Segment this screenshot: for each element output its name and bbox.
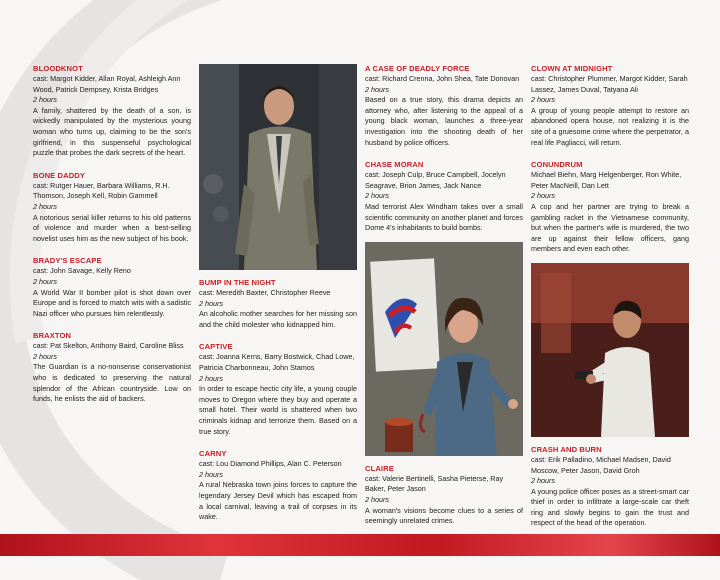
entry-a-case-of-deadly-force <box>365 64 523 148</box>
entry-cast: cast: Richard Crenna, John Shea, Tate Donovan <box>365 74 520 83</box>
entry-description: A young police officer poses as a street-smart car thief in order to infiltrate a large-scale car theft ring and slowly begins to gain the trust and respect of the head of the operation. <box>531 486 689 528</box>
entry-conundrum <box>531 160 689 255</box>
entry-duration: 2 hours <box>199 298 223 308</box>
column-4 <box>531 64 689 541</box>
photo-claire <box>365 242 523 456</box>
entry-description: Based on a true story, this drama depicts an attorney who, after listening to the appeal of a young black woman, launches a three-year investigation into the shooting death of her husband by police officers. <box>365 95 523 147</box>
entry-bone-daddy <box>33 171 191 245</box>
entry-title: CAPTIVE <box>199 342 233 352</box>
entry-captive <box>199 342 357 437</box>
entry-title: BLOODKNOT <box>33 64 83 73</box>
entry-title: BONE DADDY <box>33 170 86 180</box>
entry-duration: 2 hours <box>531 476 555 486</box>
entry-duration: 2 hours <box>365 84 389 94</box>
entry-cast: cast: Joseph Culp, Bruce Campbell, Jocelyn Seagrave, Brion James, Jack Nance <box>365 170 506 190</box>
entry-cast: cast: Valerie Bertinelli, Sasha Pieterse, Ray Baker, Peter Jason <box>365 473 504 494</box>
entry-clown-at-midnight <box>531 64 689 148</box>
entry-cast: cast: Margot Kidder, Allan Royal, Ashleigh Ann Wood, Patrick Dempsey, Krista Bridges <box>33 74 181 94</box>
entry-cast: cast: Meredith Baxter, Christopher Reeve <box>199 288 331 297</box>
entry-title: CLAIRE <box>365 463 394 473</box>
entry-cast: cast: Lou Diamond Phillips, Alan C. Peterson <box>199 459 342 469</box>
entry-duration: 2 hours <box>531 95 555 105</box>
entry-duration: 2 hours <box>531 191 555 201</box>
entry-title: A CASE OF DEADLY FORCE <box>365 64 470 73</box>
entry-description: A notorious serial killer returns to his old patterns of violence and murder when a best-selling novelist uses him as the new subject of his book. <box>33 212 191 243</box>
entry-description: A World War II bomber pilot is shot down over Europe and is forced to match wits with a sadistic Nazi officer who pursues him relentlessly. <box>33 287 191 318</box>
entry-duration: 2 hours <box>365 494 389 504</box>
entry-description: The Guardian is a no-nonsense conservationist who is dedicated to preserving the natural splendor of the African countryside. Low on funds, he enlists the aid of backers. <box>33 362 191 404</box>
column-1 <box>33 64 191 417</box>
entry-description: In order to escape hectic city life, a young couple moves to Oregon where they buy and operate a small hotel. Their world is shattered when two criminals kidnap and terrorize them. Based on a true story. <box>199 384 357 436</box>
entry-description: A group of young people attempt to restore an abandoned opera house, not realizing it is the site of a gruesome crime where the perpetrator, a real life Pagliacci, will return. <box>531 105 689 147</box>
column-2 <box>199 64 357 535</box>
entry-description: A family, shattered by the death of a son, is wickedly manipulated by the mysterious young woman who turns up, claiming to be the son's girlfriend, in this suspenseful psychological puzzle that probes the dark secrets of the heart. <box>33 105 191 158</box>
photo-crash-and-burn <box>531 263 689 437</box>
entry-crash-and-burn <box>531 445 689 529</box>
entry-duration: 2 hours <box>199 469 223 479</box>
entry-bradys-escape <box>33 256 191 319</box>
entry-bump-in-the-night <box>199 278 357 330</box>
entry-description: A rural Nebraska town joins forces to capture the legendary Jersey Devil which has escaped from a local carnival, leaving a trail of corpses in its wake. <box>199 480 357 522</box>
entry-cast: cast: Erik Palladino, Michael Madsen, David Moscow, Peter Jason, David Groh <box>531 454 671 475</box>
entry-cast: Michael Biehn, Marg Helgenberger, Ron White, Peter MacNeill, Dan Lett <box>531 170 682 190</box>
entry-description: An alcoholic mother searches for her missing son and the child molester who kidnapped him. <box>199 309 357 329</box>
entry-cast: cast: Joanna Kerns, Barry Bostwick, Chad Lowe, Patricia Charbonneau, John Stamos <box>199 352 355 372</box>
entry-title: BRAXTON <box>33 331 72 341</box>
entry-duration: 2 hours <box>199 373 223 383</box>
entry-cast: cast: Pat Skelton, Anthony Baird, Caroline Bliss <box>33 341 184 351</box>
column-3 <box>365 64 523 539</box>
entry-title: BUMP IN THE NIGHT <box>199 278 276 287</box>
entry-duration: 2 hours <box>33 201 57 211</box>
entry-title: BRADY'S ESCAPE <box>33 256 102 266</box>
entry-braxton <box>33 331 191 405</box>
entry-cast: cast: Christopher Plummer, Margot Kidder, Sarah Lassez, James Duval, Tatyana Ali <box>531 74 688 94</box>
entry-description: A cop and her partner are trying to break a gambling racket in the Vietnamese community, but when the partner's wife is murdered, the two are up against their fellow officers, gang members and even each other. <box>531 201 689 254</box>
entry-title: CONUNDRUM <box>531 160 583 170</box>
entry-title: CARNY <box>199 449 227 459</box>
entry-description: A woman's visions become clues to a series of seemingly unrelated crimes. <box>365 505 523 526</box>
entry-bloodknot <box>33 64 191 159</box>
entry-description: Mad terrorist Alex Windham takes over a small scientific community on another planet and forces Dome 4's inhabitants to build bombs. <box>365 201 523 233</box>
photo-bump-in-the-night <box>199 64 357 270</box>
entry-carny <box>199 449 357 523</box>
entry-duration: 2 hours <box>33 95 57 105</box>
entry-title: CHASE MORAN <box>365 160 424 170</box>
entry-duration: 2 hours <box>33 351 57 361</box>
entry-title: CRASH AND BURN <box>531 444 602 454</box>
entry-duration: 2 hours <box>365 191 389 201</box>
entry-chase-moran <box>365 160 523 234</box>
entry-title: CLOWN AT MIDNIGHT <box>531 64 613 73</box>
entry-claire <box>365 464 523 527</box>
entry-cast: cast: John Savage, Kelly Reno <box>33 266 131 276</box>
bottom-decorative-band <box>0 534 720 556</box>
entry-cast: cast: Rutger Hauer, Barbara Williams, R.H. Thomson, Joseph Kell, Robin Gammell <box>33 180 170 201</box>
entry-duration: 2 hours <box>33 276 57 286</box>
